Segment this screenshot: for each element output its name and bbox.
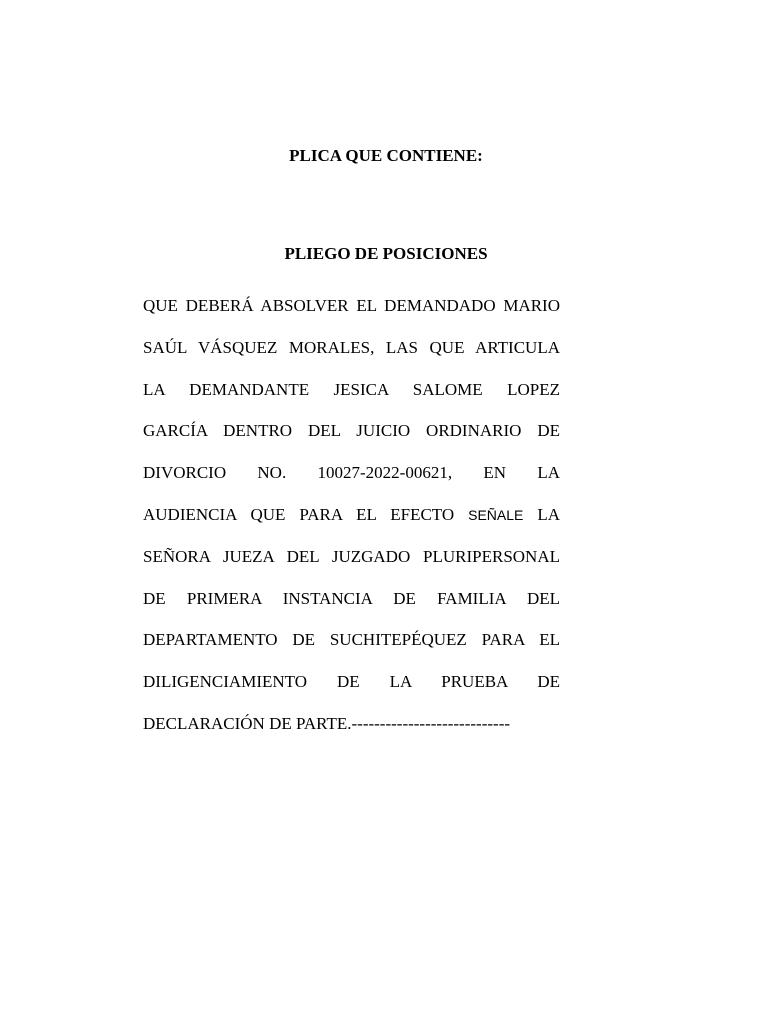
body-line-1: QUE DEBERÁ ABSOLVER EL DEMANDADO MARIO <box>143 296 560 315</box>
document-body <box>143 295 560 755</box>
body-line-9: DEPARTAMENTO DE SUCHITEPÉQUEZ PARA EL <box>143 630 560 650</box>
body-line-2: SAÚL VÁSQUEZ MORALES, LAS QUE ARTICULA <box>143 337 560 357</box>
body-line-6 <box>143 504 560 546</box>
body-line-7: SEÑORA JUEZA DEL JUZGADO PLURIPERSONAL <box>143 546 560 566</box>
body-line-10: DILIGENCIAMIENTO DE LA PRUEBA DE <box>143 672 560 692</box>
body-line-8: DE PRIMERA INSTANCIA DE FAMILIA DEL <box>143 588 560 608</box>
document-subtitle: PLIEGO DE POSICIONES <box>284 244 488 263</box>
body-line-6-after: LA <box>537 504 561 524</box>
document-title: PLICA QUE CONTIENE: <box>289 146 483 165</box>
body-line-3: LA DEMANDANTE JESICA SALOME LOPEZ <box>143 379 560 399</box>
body-line-6-before: AUDIENCIA QUE PARA EL EFECTO <box>143 504 455 524</box>
body-line-4: GARCÍA DENTRO DEL JUICIO ORDINARIO DE <box>143 421 560 441</box>
body-line-11: DECLARACIÓN DE PARTE.---------------------------- <box>143 713 511 733</box>
body-line-5: DIVORCIO NO. 10027-2022-00621, EN LA <box>143 463 560 483</box>
body-line-6-word: SEÑALE <box>468 506 524 523</box>
